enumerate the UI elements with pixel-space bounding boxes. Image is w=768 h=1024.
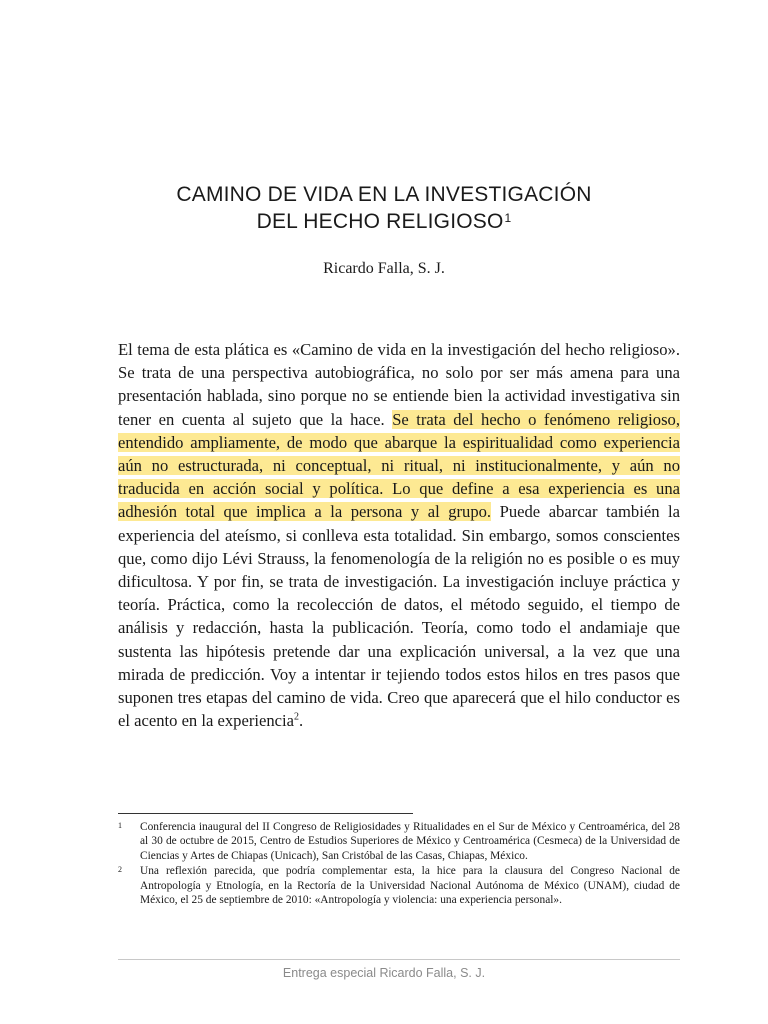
footnote-number: 2: [118, 865, 122, 875]
paragraph-text-start: El tema de esta plática es «Camino de vida en la investigación del hecho religioso». Se trata de una perspectiva autobiográfica, no solo por ser más amena para una presentación hablada, sino porque no se entiende bien la actividad investigativa sin tener en cuenta al sujeto que la hace.: [118, 340, 680, 429]
author-name: Ricardo Falla, S. J.: [323, 260, 445, 277]
footer-divider: [118, 959, 680, 960]
footnote-ref-1[interactable]: 1: [504, 211, 512, 225]
page-footer: Entrega especial Ricardo Falla, S. J.: [282, 966, 486, 980]
body-paragraph: [118, 338, 680, 732]
article-title-line-1: CAMINO DE VIDA EN LA INVESTIGACIÓN: [176, 183, 592, 206]
footnote-2: [118, 864, 680, 907]
footnote-number: 1: [118, 821, 122, 830]
article-title-line-2: [0, 208, 768, 235]
article-title: [0, 181, 768, 235]
footnote-text: Conferencia inaugural del II Congreso de Religiosidades y Ritualidades en el Sur de México y Centroamérica, del 28 al 30 de octubre de 2015, Centro de Estudios Superiores de México y Centroamérica (Cesmeca) de la Universidad de Ciencias y Artes de Chiapas (Unicach), San Cristóbal de las Casas, Chiapas, México.: [140, 821, 680, 862]
footnote-text: Una reflexión parecida, que podría complementar esta, la hice para la clausura del Congreso Nacional de Antropología y Etnología, en la Rectoría de la Universidad Nacional Autónoma de México (UNAM), ciudad de México, el 25 de septiembre de 2010: «Antropología y violencia: una experiencia personal».: [140, 865, 680, 907]
paragraph-end: .: [298, 711, 304, 731]
highlighted-text: Se trata del hecho o fenómeno religioso, entendido ampliamente, de modo que abarque la espiritualidad como experiencia aún no estructurada, ni conceptual, ni ritual, ni institucionalmente, y aún no traducida en acción social y política. Lo que define a esa experiencia es una adhesión total que implica a la persona y al grupo.: [118, 409, 680, 522]
article-title-line-2-text: DEL HECHO RELIGIOSO: [256, 210, 504, 233]
footnote-separator: [118, 813, 413, 814]
footnotes: [118, 820, 680, 908]
footnote-ref-2[interactable]: 2: [293, 711, 299, 723]
paragraph-text-rest: Puede abarcar también la experiencia del ateísmo, si conlleva esta totalidad. Sin embargo, somos conscientes que, como dijo Lévi Strauss, la fenomenología de la religión no es posible o es muy dificultosa. Y por fin, se trata de investigación. La investigación incluye práctica y teoría. Práctica, como la recolección de datos, el método seguido, el tiempo de análisis y redacción, hasta la publicación. Teoría, como todo el andamiaje que sustenta las hipótesis pretende dar una explicación universal, a la vez que una mirada de predicción. Voy a intentar ir tejiendo todos estos hilos en tres pasos que suponen tres etapas del camino de vida. Creo que aparecerá que el hilo conductor es el acento en la experiencia: [118, 502, 680, 731]
footnote-1: [118, 820, 680, 863]
